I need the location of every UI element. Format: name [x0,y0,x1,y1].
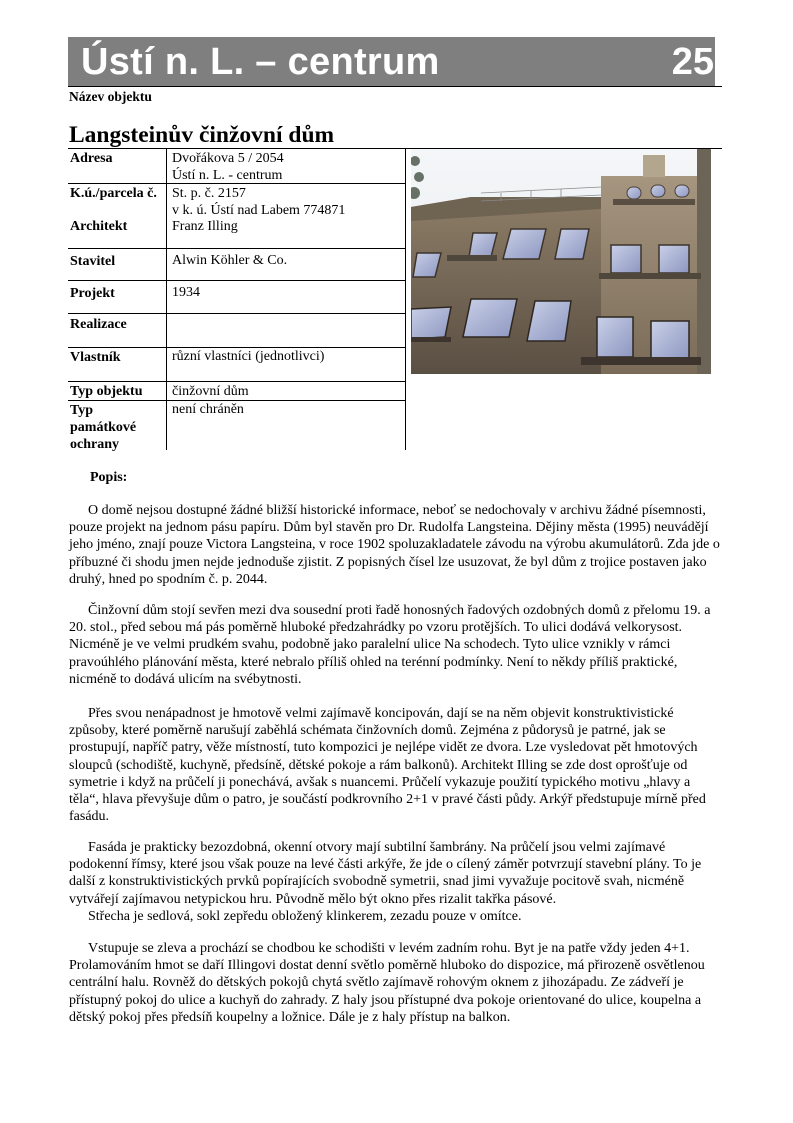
row-divider [68,248,406,249]
value-project: 1934 [172,285,200,300]
table-right-border [405,148,406,450]
page-number: 25 [671,41,714,83]
description-paragraph: Přes svou nenápadnost je hmotově velmi zajímavě koncipován, dají se na něm objevit konstruktivistické způsoby, které poměrně narušují zaběhlá schémata činžovních domů. Zejména z půdorysů je patrné, jak se prostupují, napříč patry, věže místností, tuto kompozici je nejlépe vidět ze dvora. Lze vysledovat pět hmotových sloupců (schodiště, kuchyně, předsíně, dětské pokoje a rám balkonů). Architekt Illing se zde dost oprošťuje od symetrie i když na průčelí ji ponechává, avšak s nuancemi. Průčelí vykazuje použití typického motivu „hlavy a těla“, hlava převyšuje dům o patro, je součástí podkrovního 2+1 v pravé části půdy. Arkýř předstupuje mírně před fasádu. [69,706,706,825]
label-address: Adresa [70,151,113,166]
location-title: Ústí n. L. – centrum [81,41,440,83]
description-label: Popis: [90,470,128,485]
page-header-bar [68,37,715,86]
label-project: Projekt [70,286,115,301]
building-facade-image [411,149,711,374]
description-paragraph: Střecha je sedlová, sokl zepředu obložený klinkerem, zezadu pouze v omítce. [88,909,522,924]
value-parcel [172,185,402,219]
value-object-type: činžovní dům [172,384,249,399]
label-object-type: Typ objektu [70,384,143,399]
info-table [68,148,406,450]
value-architect: Franz Illing [172,219,238,234]
label-builder: Stavitel [70,254,116,269]
value-line: St. p. č. 2157 [172,186,246,201]
label-parcel: K.ú./parcela č. [70,186,157,201]
description-paragraph: Fasáda je prakticky bezozdobná, okenní otvory mají subtilní šambrány. Na průčelí jsou velmi zajímavé podokenní římsy, které jsou však pouze na levé části arkýře, že jde o cílený záměr potvrzují stavební plány. To je další z konstruktivistických prvků popírajících svobodně symetrii, snad jimi vyvažuje pocitově svah, nicméně vytvářejí zajímavou netypickou hru. Původně mělo být okno přes rizalit takřka pásové. [69,840,702,907]
value-owner: různí vlastníci (jednotlivci) [172,349,325,364]
value-address [172,150,402,184]
value-protection-type: není chráněn [172,402,244,417]
row-divider [68,313,406,314]
value-line: Dvořákova 5 / 2054 [172,151,284,166]
label-realization: Realizace [70,317,127,332]
label-protection-type [70,402,164,453]
label-line: Typ [70,403,94,418]
description-paragraph: Vstupuje se zleva a prochází se chodbou ke schodišti v levém zadním rohu. Byt je na patře vždy jeden 4+1. Prolamováním hmot se daří Illingovi dostat denní světlo poměrně hluboko do dispozice, má přirozeně osvětlenou centrální halu. Rovněž do dětských pokojů chytá světlo zajímavě rohovým oknem z jihozápadu. Ze zádveří je přístupný pokoj do ulice a kuchyň do zahrady. Z haly jsou přístupné dva pokoje orientované do ulice, koupelna a dětský pokoj přes předsíň koupelny a ložnice. Dále je z haly přístup na balkon. [69,941,705,1025]
building-photo [411,149,711,374]
value-line: v k. ú. Ústí nad Labem 774871 [172,203,346,218]
column-divider [166,148,167,450]
description-paragraph: Činžovní dům stojí sevřen mezi dva sousední proti řadě honosných řadových ozdobných domů z přelomu 19. a 20. stol., před sebou má pás poměrně hluboké předzahrádky po vzoru protějších. To ulici dodává velkorysost. Nicméně je ve velmi prudkém svahu, podobně jako paralelní ulice Na schodech. Tyto ulice vznikly v rámci pravoúhlého plánování města, které nebralo příliš ohled na terénní podmínky. Není to někdy příliš praktické, nicméně to dodává ulicím na svébytnosti. [69,603,711,687]
label-architect: Architekt [70,219,128,234]
header-rule [68,86,722,87]
description-paragraph: O domě nejsou dostupné žádné bližší historické informace, neboť se nedochovaly v archivu žádné písemnosti, pouze projekt na jednom pásu papíru. Dům byl stavěn pro Dr. Rudolfa Langsteina. Dějiny města (1995) neuvádějí jeho jméno, znají pouze Victora Langsteina, v roce 1902 spoluzakladatele závodu na výrobu akumulátorů. Zda jde o příbuzné či shodu jmen nejde jednoduše zjistit. Z popisných čísel lze usuzovat, že byl dům z trojice postaven jako druhý, hned po spodním č. p. 2044. [69,503,720,587]
label-line: ochrany [70,437,119,452]
value-line: Ústí n. L. - centrum [172,168,283,183]
object-name-label: Název objektu [69,89,152,104]
row-divider [68,381,406,382]
label-owner: Vlastník [70,350,121,365]
value-builder: Alwin Köhler & Co. [172,253,288,268]
label-line: památkové [70,420,137,435]
row-divider [68,280,406,281]
object-title: Langsteinův činžovní dům [69,122,335,148]
